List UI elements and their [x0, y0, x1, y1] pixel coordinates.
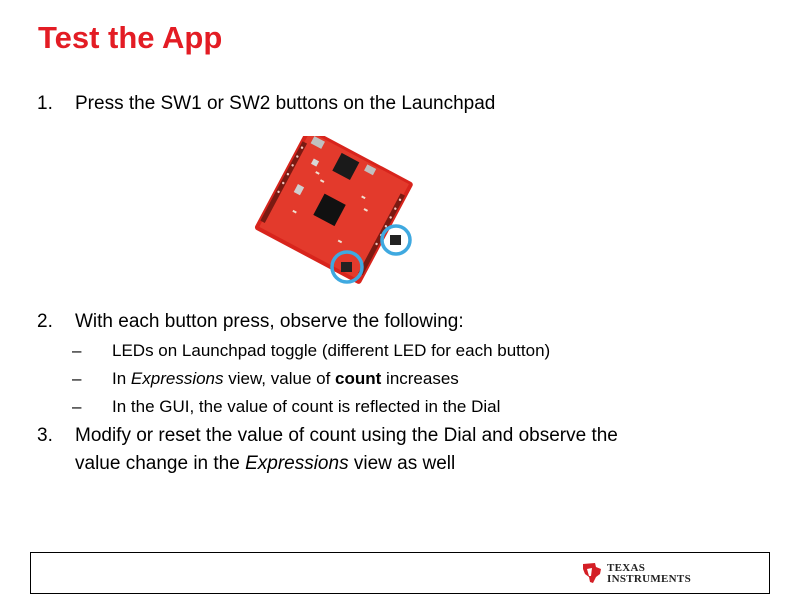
step-text: Press the SW1 or SW2 buttons on the Launchpad: [75, 93, 496, 114]
sub-item-text: [112, 368, 459, 390]
ti-state-icon: [581, 561, 603, 585]
count-emphasis: count: [335, 369, 382, 388]
step-text: [75, 422, 755, 478]
sub-item-text: LEDs on Launchpad toggle (different LED for each button): [112, 341, 551, 360]
sub-item-3: [72, 396, 772, 418]
step-text: With each button press, observe the following:: [75, 311, 464, 332]
step-3: [37, 422, 757, 478]
footer-bar: [30, 552, 770, 594]
sub-item-text: In the GUI, the value of count is reflected in the Dial: [112, 397, 501, 416]
sub-item-1: [72, 340, 772, 362]
step-3-line-1: Modify or reset the value of count using the Dial and observe the: [75, 425, 618, 446]
dash-bullet: –: [72, 397, 82, 416]
step-number: 2.: [37, 311, 53, 332]
dash-bullet: –: [72, 369, 82, 388]
text-in: In: [112, 369, 131, 388]
text-post: increases: [381, 369, 459, 388]
expressions-emphasis: Expressions: [130, 369, 224, 388]
launchpad-board-image: [252, 136, 424, 286]
slide-title: Test the App: [38, 20, 223, 55]
step-number: 1.: [37, 93, 53, 114]
expressions-emphasis: Expressions: [245, 453, 349, 474]
step-3-line-2-post: view as well: [348, 453, 456, 474]
text-mid: view, value of: [223, 369, 336, 388]
step-number: 3.: [37, 425, 53, 446]
logo-line-2: INSTRUMENTS: [607, 573, 691, 585]
step-3-line-2-pre: value change in the: [75, 453, 246, 474]
dash-bullet: –: [72, 341, 82, 360]
step-1: [37, 90, 757, 118]
sub-item-2: [72, 368, 772, 390]
logo-line-1: TEXAS: [607, 562, 646, 574]
step-2: [37, 308, 757, 336]
